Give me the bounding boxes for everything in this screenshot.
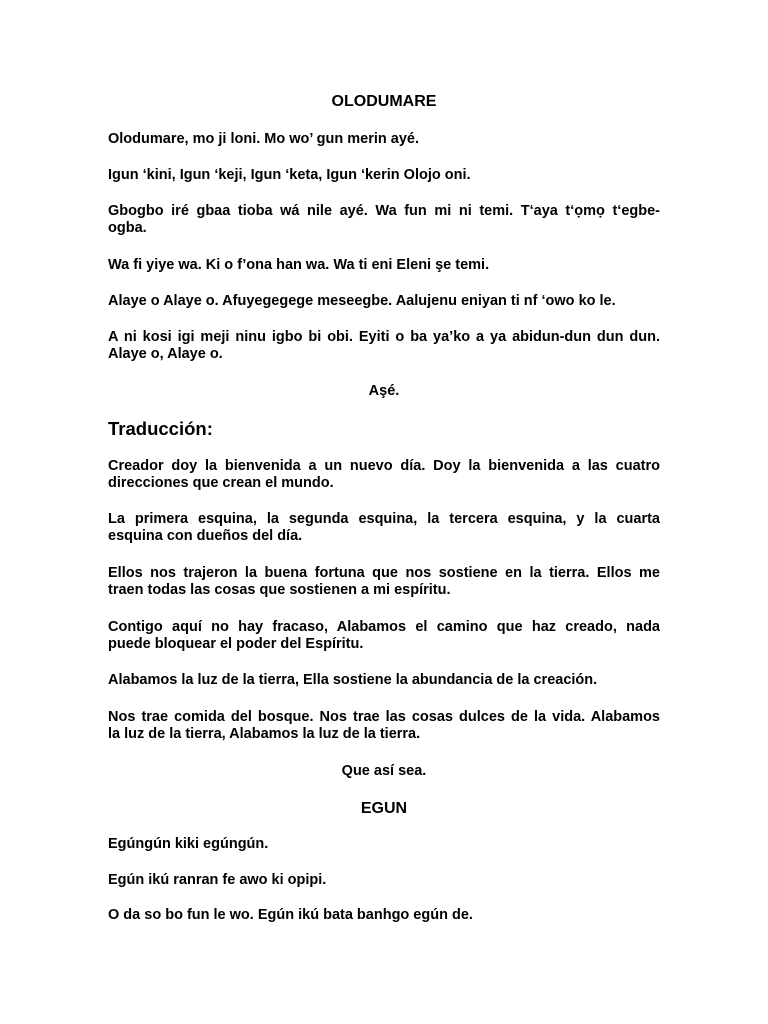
text-line: Creador doy la bienvenida a un nuevo día. Doy la bienvenida a las cuatro — [108, 458, 660, 474]
text-line: Wa fi yiye wa. Ki o f’ona han wa. Wa ti eni Eleni şe temi. — [108, 257, 490, 273]
paragraph — [108, 131, 660, 148]
paragraph — [108, 619, 660, 653]
text-line: Ellos nos trajeron la buena fortuna que nos sostiene en la tierra. Ellos me — [108, 565, 660, 581]
section-title-olodumare: OLODUMARE — [331, 93, 437, 110]
text-line: ogba. — [108, 220, 147, 236]
paragraph — [108, 511, 660, 545]
section-heading-traduccion: Traducción: — [108, 418, 213, 439]
text-line: Contigo aquí no hay fracaso, Alabamos el camino que haz creado, nada — [108, 619, 660, 635]
text-line: O da so bo fun le wo. Egún ikú bata banhgo egún de. — [108, 907, 473, 923]
paragraph — [108, 907, 660, 924]
text-line: La primera esquina, la segunda esquina, la tercera esquina, y la cuarta — [108, 511, 660, 527]
text-line: Alaye o, Alaye o. — [108, 346, 223, 362]
text-line: traen todas las cosas que sostienen a mi espíritu. — [108, 582, 451, 598]
paragraph — [108, 257, 660, 274]
text-line: Egún ikú ranran fe awo ki opipi. — [108, 872, 327, 888]
paragraph — [108, 709, 660, 743]
text-line: Gbogbo iré gbaa tioba wá nile ayé. Wa fun mi ni temi. T‘aya t‘ọmọ t‘egbe- — [108, 203, 660, 219]
paragraph — [108, 458, 660, 492]
section-title-egun: EGUN — [360, 800, 408, 817]
paragraph — [108, 565, 660, 599]
paragraph — [108, 203, 660, 237]
text-line: la luz de la tierra, Alabamos la luz de la tierra. — [108, 726, 421, 742]
text-line: Igun ‘kini, Igun ‘keji, Igun ‘keta, Igun ‘kerin Olojo oni. — [108, 167, 471, 183]
text-line: esquina con dueños del día. — [108, 528, 303, 544]
text-line: Olodumare, mo ji loni. Mo wo’ gun merin ayé. — [108, 131, 419, 147]
text-line: puede bloquear el poder del Espíritu. — [108, 636, 364, 652]
paragraph — [108, 167, 660, 184]
text-line: direcciones que crean el mundo. — [108, 475, 334, 491]
closing-que-asi-sea: Que así sea. — [341, 763, 427, 779]
text-line: Egúngún kiki egúngún. — [108, 836, 269, 852]
text-line: Nos trae comida del bosque. Nos trae las cosas dulces de la vida. Alabamos — [108, 709, 660, 725]
paragraph — [108, 329, 660, 363]
paragraph — [108, 872, 660, 889]
text-line: Alabamos la luz de la tierra, Ella sostiene la abundancia de la creación. — [108, 672, 598, 688]
paragraph — [108, 672, 660, 689]
paragraph — [108, 293, 660, 310]
closing-ase: Aşé. — [368, 383, 400, 399]
text-line: A ni kosi igi meji ninu igbo bi obi. Eyiti o ba ya’ko a ya abidun-dun dun dun. — [108, 329, 660, 345]
paragraph — [108, 836, 660, 853]
text-line: Alaye o Alaye o. Afuyegegege meseegbe. Aalujenu eniyan ti nf ‘owo ko le. — [108, 293, 616, 309]
